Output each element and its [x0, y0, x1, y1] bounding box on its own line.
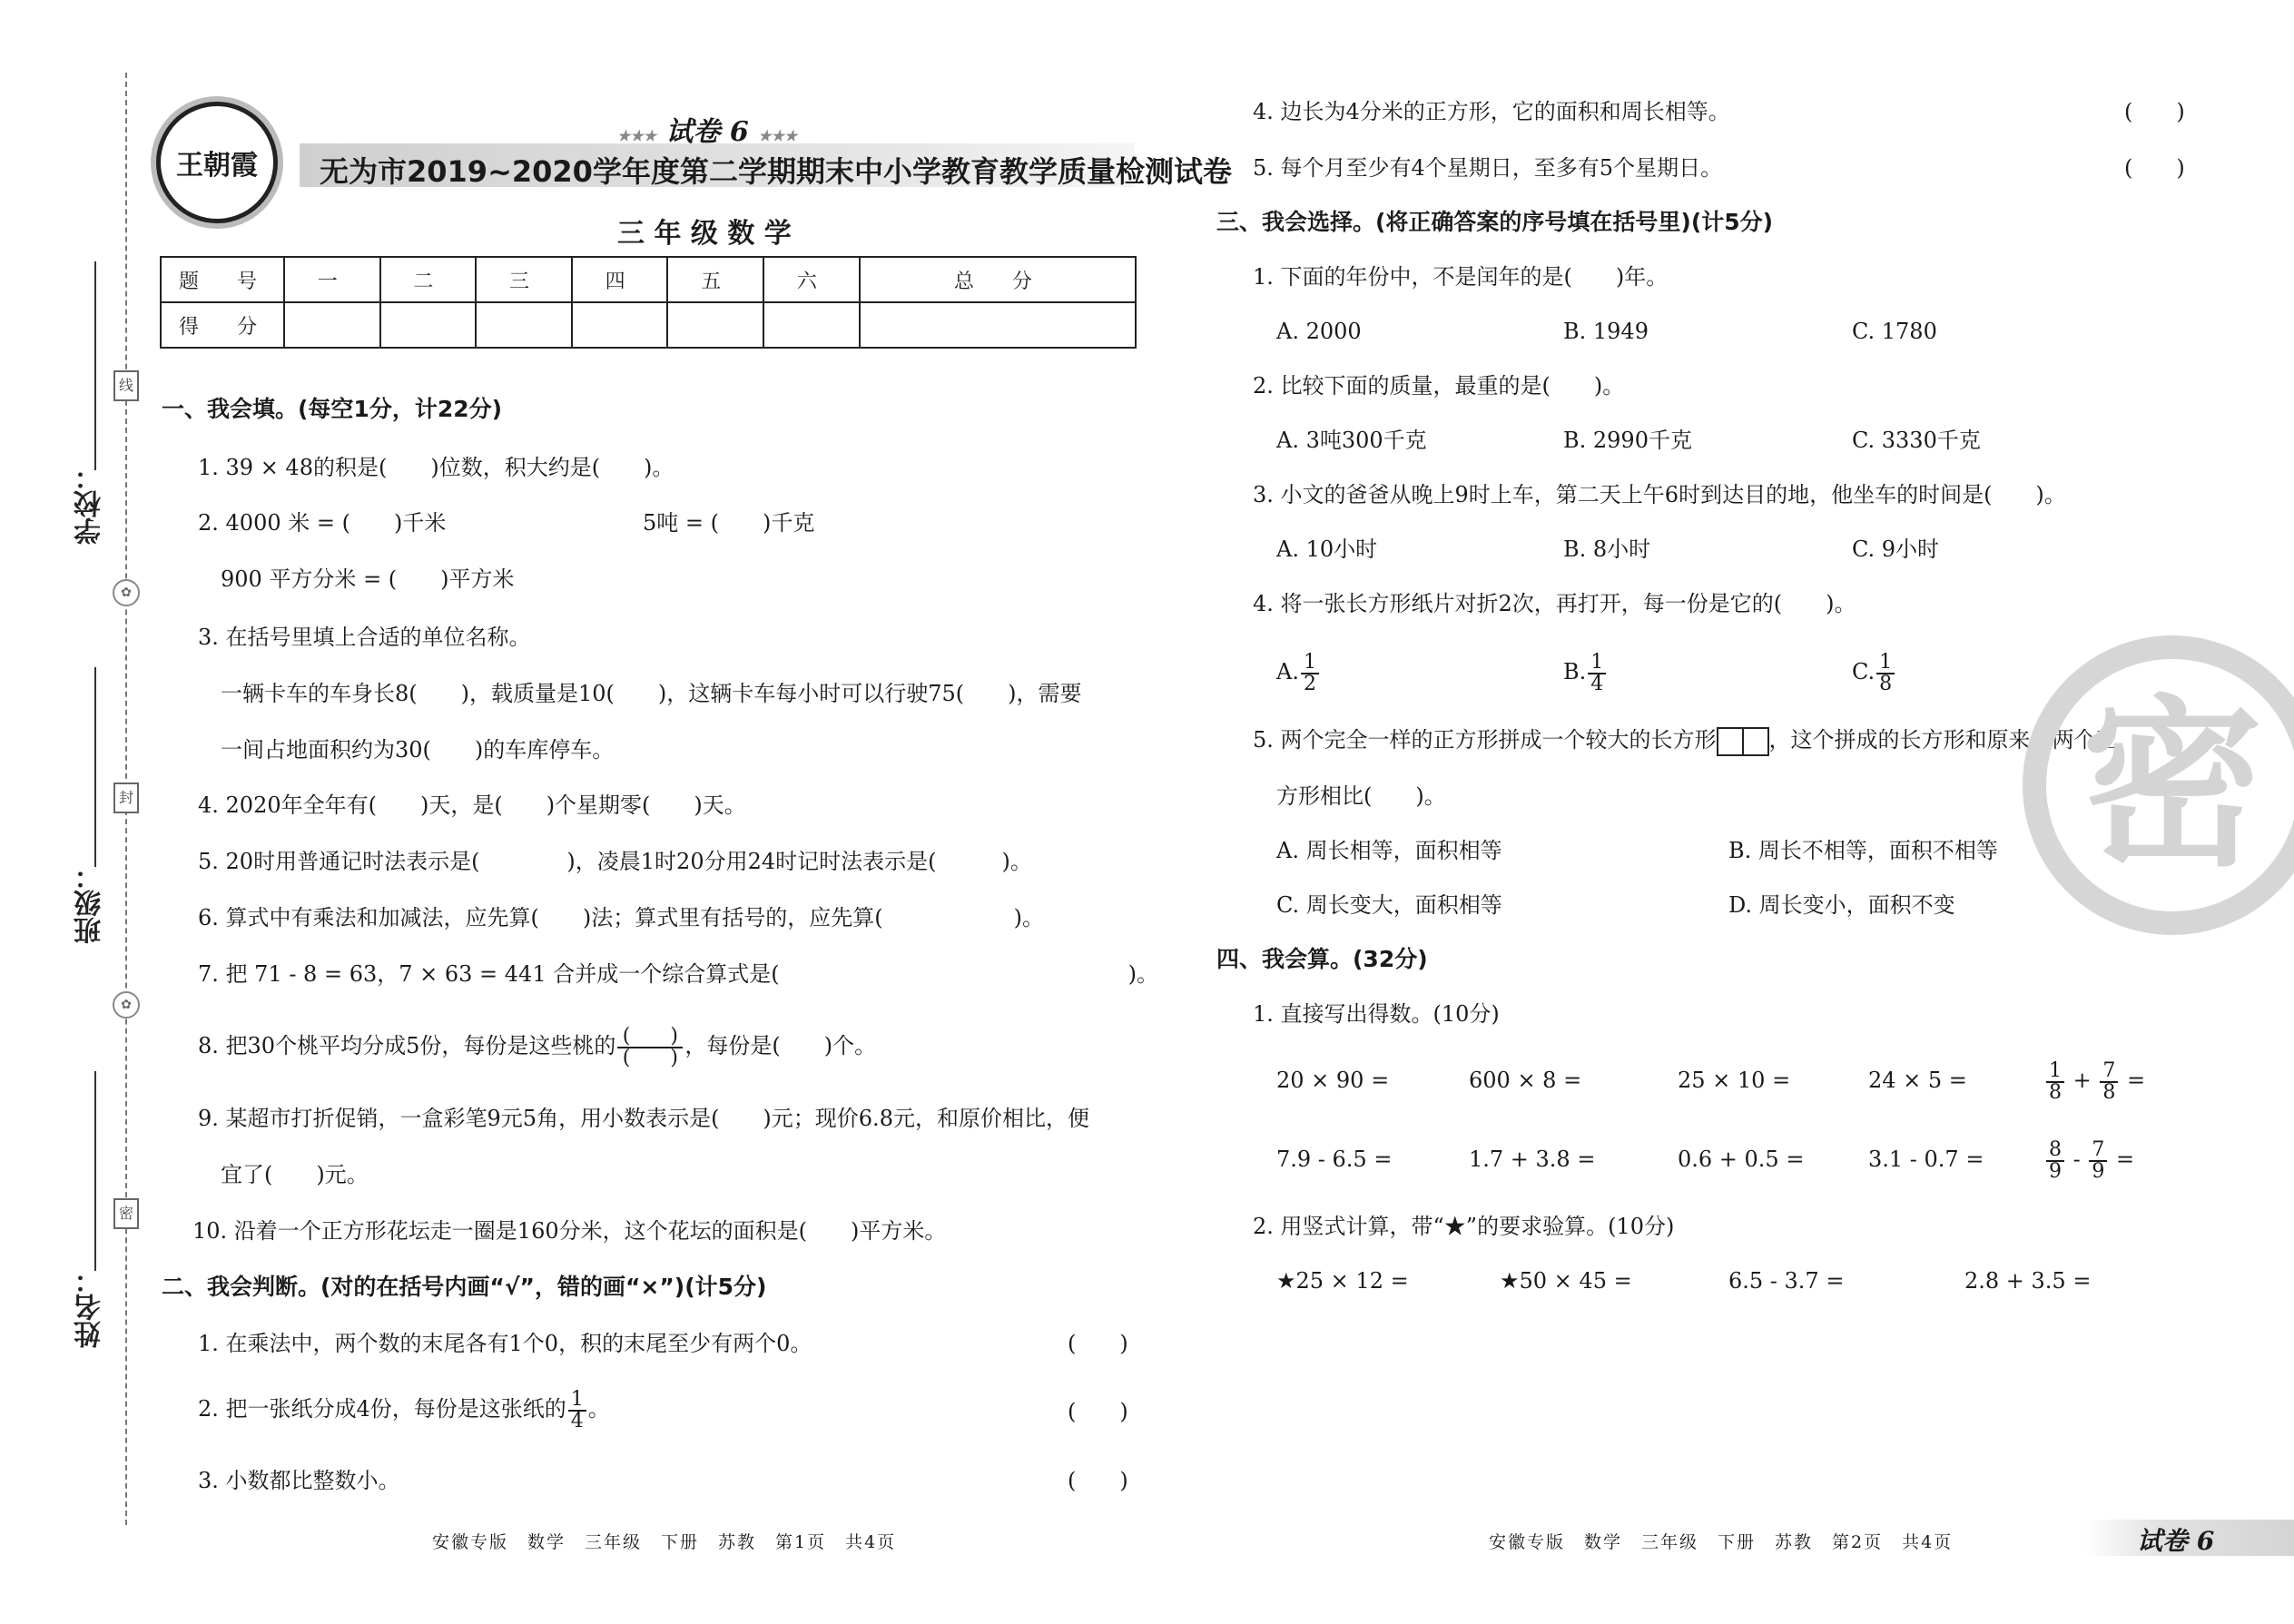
score-table-header-row: 题 号 一 二 三 四 五 六 总 分	[161, 257, 1136, 302]
subject-title: 三 年 级 数 学	[617, 218, 792, 250]
option[interactable]: D. 周长变小，面积不变	[1728, 892, 1955, 918]
binding-knot-icon: ✿	[113, 991, 140, 1019]
binding-mark-secret: 密	[113, 1198, 139, 1229]
secret-seal-watermark	[2023, 635, 2294, 935]
calc-item: 20 × 90 =	[1276, 1068, 1390, 1093]
option[interactable]: A. 10小时	[1276, 536, 1378, 562]
s3-q1: 1. 下面的年份中，不是闰年的是( )年。	[1253, 264, 1669, 290]
s1-q2a: 2. 4000 米 = ( )千米	[198, 510, 447, 536]
s1-q9a: 9. 某超市打折促销，一盒彩笔9元5角，用小数表示是( )元；现价6.8元，和原价相比，便	[198, 1106, 1089, 1131]
answer-paren[interactable]: ( )	[1068, 1331, 1128, 1356]
calc-item: 7.9 - 6.5 =	[1276, 1147, 1393, 1172]
fraction: $\frac{7}{9}$	[2089, 1140, 2107, 1182]
series-label: ★★★ 试卷 6 ★★★	[617, 116, 798, 148]
s1-q1: 1. 39 × 48的积是( )位数，积大约是( )。	[198, 455, 674, 480]
answer-paren[interactable]: ( )	[2124, 99, 2185, 124]
option[interactable]: C. 9小时	[1852, 536, 1940, 562]
fraction: $\frac{7}{8}$	[2100, 1061, 2118, 1103]
fraction: $\frac{1}{4}$	[1588, 653, 1606, 694]
score-cell[interactable]	[476, 302, 572, 348]
option[interactable]: A. 2000	[1276, 319, 1362, 344]
exam-title: 无为市2019~2020学年度第二学期期末中小学教育教学质量检测试卷	[320, 154, 1232, 189]
calc-item: 6.5 - 3.7 =	[1728, 1268, 1845, 1294]
s1-q5: 5. 20时用普通记时法表示是( )，凌晨1时20分用24时记时法表示是( )。	[198, 849, 1032, 874]
footer-tag-text: 试卷 6	[2137, 1526, 2215, 1556]
section3-title: 三、我会选择。(将正确答案的序号填在括号里)(计5分)	[1216, 209, 1774, 235]
answer-paren[interactable]: ( )	[2124, 155, 2185, 181]
calc-item: 600 × 8 =	[1469, 1068, 1582, 1093]
s4-q1: 1. 直接写出得数。(10分)	[1253, 1001, 1500, 1027]
s1-q2c: 900 平方分米 = ( )平方米	[221, 566, 515, 592]
s3-q5b: 方形相比( )。	[1276, 783, 1446, 809]
option[interactable]: A. $\frac{1}{2}$	[1276, 646, 1321, 697]
footer-left: 安徽专版 数学 三年级 下册 苏教 第1页 共4页	[432, 1532, 897, 1552]
section4-title: 四、我会算。(32分)	[1216, 946, 1428, 972]
score-table	[160, 256, 1137, 349]
score-cell[interactable]	[284, 302, 380, 348]
s1-q3b: 一间占地面积约为30( )的车库停车。	[221, 737, 615, 763]
fraction: $\frac{1}{2}$	[1301, 653, 1319, 694]
option[interactable]: B. 1949	[1563, 319, 1649, 344]
fraction: $\frac{1}{4}$	[568, 1390, 586, 1432]
fraction: $\frac{( )}{( )}$	[617, 1027, 683, 1068]
option[interactable]: C. $\frac{1}{8}$	[1852, 646, 1896, 697]
option[interactable]: C. 1780	[1852, 319, 1937, 344]
s1-q3: 3. 在括号里填上合适的单位名称。	[198, 625, 531, 650]
class-label: 班级：	[74, 862, 106, 944]
class-write-line	[94, 667, 96, 867]
footer-tag	[2084, 1520, 2294, 1556]
option[interactable]: B. 2990千克	[1563, 428, 1692, 453]
score-cell[interactable]	[380, 302, 477, 348]
school-label: 学校：	[74, 463, 106, 545]
score-cell[interactable]	[763, 302, 860, 348]
option[interactable]: B. $\frac{1}{4}$	[1563, 646, 1608, 697]
s1-q7: 7. 把 71 - 8 = 63，7 × 63 = 441 合并成一个综合算式是( )。	[198, 961, 1158, 987]
score-cell[interactable]	[572, 302, 668, 348]
option[interactable]: B. 8小时	[1563, 536, 1651, 562]
calc-item: 1.7 + 3.8 =	[1469, 1147, 1596, 1172]
calc-item: ★25 × 12 =	[1276, 1268, 1409, 1294]
s3-q4: 4. 将一张长方形纸片对折2次，再打开，每一份是它的( )。	[1253, 591, 1856, 616]
s1-q10: 10. 沿着一个正方形花坛走一圈是160分米，这个花坛的面积是( )平方米。	[192, 1218, 947, 1244]
school-write-line	[94, 261, 96, 470]
seal-text: 密	[2081, 680, 2263, 891]
name-write-line	[94, 1071, 96, 1271]
s1-q8: 8. 把30个桃平均分成5份，每份是这些桃的 $\frac{( )}{( )}$ ，每份是( )个。	[198, 1024, 877, 1069]
binding-mark-line: 线	[113, 370, 139, 401]
s3-q2: 2. 比较下面的质量，最重的是( )。	[1253, 373, 1625, 399]
publisher-logo	[156, 102, 278, 223]
option[interactable]: C. 周长变大，面积相等	[1276, 892, 1502, 918]
s1-q6: 6. 算式中有乘法和加减法，应先算( )法；算式里有括号的，应先算( )。	[198, 905, 1044, 930]
fraction: $\frac{1}{8}$	[1876, 653, 1895, 694]
s1-q3a: 一辆卡车的车身长8( )，载质量是10( )，这辆卡车每小时可以行驶75( )，需要	[221, 681, 1082, 706]
s2-q4: 4. 边长为4分米的正方形，它的面积和周长相等。	[1253, 99, 1730, 124]
binding-mark-seal: 封	[113, 782, 139, 813]
calc-item: 25 × 10 =	[1678, 1068, 1791, 1093]
section2-title: 二、我会判断。(对的在括号内画“√”，错的画“×”)(计5分)	[162, 1274, 767, 1300]
option[interactable]: B. 周长不相等，面积不相等	[1728, 838, 1998, 863]
option[interactable]: A. 3吨300千克	[1276, 428, 1427, 453]
calc-item: 24 × 5 =	[1868, 1068, 1967, 1093]
calc-item: 3.1 - 0.7 =	[1868, 1147, 1984, 1172]
option[interactable]: C. 3330千克	[1852, 428, 1981, 453]
name-label: 姓名：	[74, 1266, 106, 1348]
answer-paren[interactable]: ( )	[1068, 1468, 1128, 1493]
option[interactable]: A. 周长相等，面积相等	[1276, 838, 1502, 863]
score-table-score-row: 得 分	[161, 302, 1136, 348]
calc-item-fraction: $\frac{1}{8}$ + $\frac{7}{8}$ =	[2044, 1055, 2145, 1106]
s2-q5: 5. 每个月至少有4个星期日，至多有5个星期日。	[1253, 155, 1723, 181]
star-icon: ★★★	[617, 127, 657, 144]
logo-text: 王朝霞	[176, 150, 258, 182]
binding-knot-icon: ✿	[113, 579, 140, 606]
section1-title: 一、我会填。(每空1分，计22分)	[162, 396, 503, 422]
s2-q3: 3. 小数都比整数小。	[198, 1468, 400, 1493]
calc-item: 0.6 + 0.5 =	[1678, 1147, 1805, 1172]
calc-item: 2.8 + 3.5 =	[1964, 1268, 2092, 1294]
calc-item-fraction: $\frac{8}{9}$ - $\frac{7}{9}$ =	[2044, 1134, 2134, 1185]
calc-item: ★50 × 45 =	[1500, 1268, 1632, 1294]
s3-q3: 3. 小文的爸爸从晚上9时上车，第二天上午6时到达目的地，他坐车的时间是( )。	[1253, 482, 2066, 507]
fraction: $\frac{8}{9}$	[2046, 1140, 2064, 1182]
s3-q5a: 5. 两个完全一样的正方形拼成一个较大的长方形 ，这个拼成的长方形和原来的两个正	[1253, 726, 2118, 756]
score-cell[interactable]	[860, 302, 1136, 348]
s2-q1: 1. 在乘法中，两个数的末尾各有1个0，积的末尾至少有两个0。	[198, 1331, 812, 1356]
answer-paren[interactable]: ( )	[1068, 1399, 1128, 1424]
footer-right: 安徽专版 数学 三年级 下册 苏教 第2页 共4页	[1489, 1532, 1954, 1552]
score-cell[interactable]	[667, 302, 763, 348]
two-squares-diagram	[1717, 726, 1769, 756]
s2-q2: 2. 把一张纸分成4份，每份是这张纸的 $\frac{1}{4}$ 。	[198, 1387, 610, 1432]
s1-q9b: 宜了( )元。	[221, 1162, 369, 1187]
fraction: $\frac{1}{8}$	[2046, 1061, 2064, 1103]
s1-q2b: 5吨 = ( )千克	[643, 510, 815, 536]
s1-q4: 4. 2020年全年有( )天，是( )个星期零( )天。	[198, 792, 746, 818]
star-icon: ★★★	[758, 127, 798, 144]
s4-q2: 2. 用竖式计算，带“★”的要求验算。(10分)	[1253, 1214, 1675, 1239]
